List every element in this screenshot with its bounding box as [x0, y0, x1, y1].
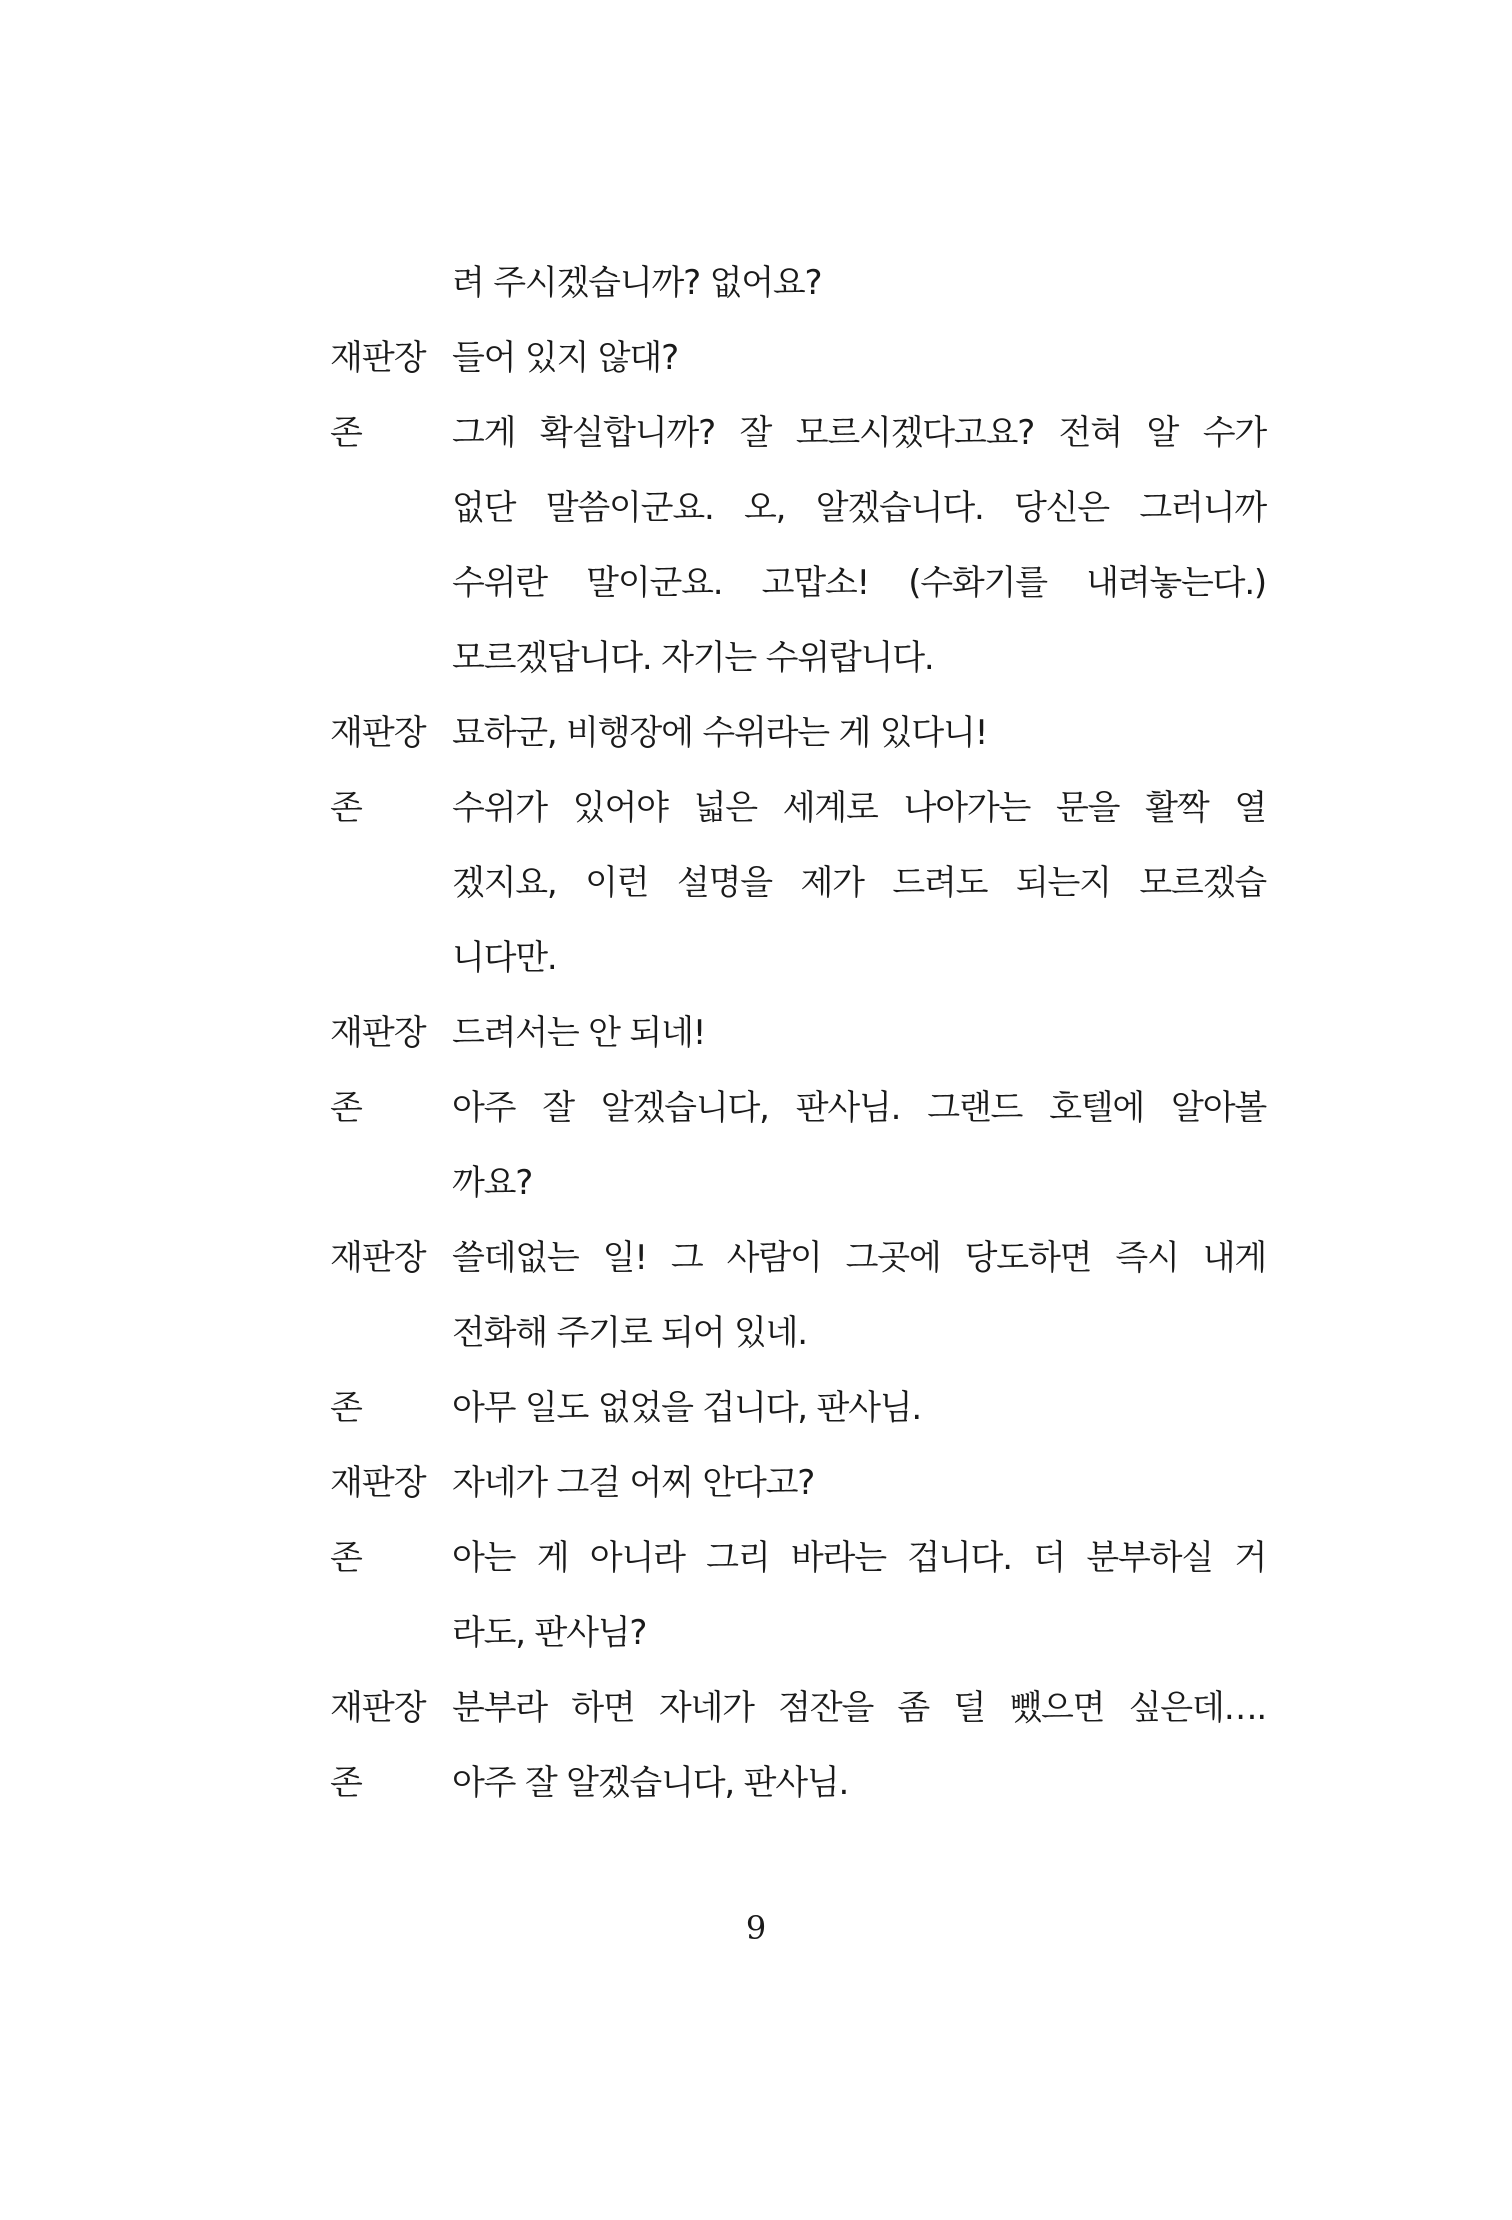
dialogue-text: 쓸데없는 일! 그 사람이 그곳에 당도하면 즉시 내게	[452, 1238, 1266, 1278]
script-line	[330, 933, 1266, 1008]
dialogue-text: 수위가 있어야 넓은 세계로 나아가는 문을 활짝 열	[452, 788, 1266, 828]
dialogue-text: 없단 말씀이군요. 오, 알겠습니다. 당신은 그러니까	[452, 488, 1266, 528]
dialogue-text: 수위란 말이군요. 고맙소! (수화기를 내려놓는다.)	[452, 563, 1266, 603]
speaker-label: 존	[330, 1388, 362, 1428]
script-line	[330, 1233, 1266, 1308]
page-number: 9	[745, 1909, 767, 1947]
script-line	[330, 558, 1266, 633]
dialogue-text: 니다만.	[452, 938, 557, 978]
speaker-label: 재판장	[330, 338, 426, 378]
script-body	[330, 258, 1266, 1833]
speaker-label: 존	[330, 788, 362, 828]
dialogue-text: 아주 잘 알겠습니다, 판사님. 그랜드 호텔에 알아볼	[452, 1088, 1266, 1128]
dialogue-text: 려 주시겠습니까? 없어요?	[452, 263, 822, 303]
dialogue-text: 라도, 판사님?	[452, 1613, 647, 1653]
script-line	[330, 633, 1266, 708]
script-line	[330, 258, 1266, 333]
script-line	[330, 1083, 1266, 1158]
speaker-label: 존	[330, 1538, 362, 1578]
script-line	[330, 1308, 1266, 1383]
script-line	[330, 1608, 1266, 1683]
dialogue-text: 아주 잘 알겠습니다, 판사님.	[452, 1763, 849, 1803]
speaker-label: 재판장	[330, 713, 426, 753]
dialogue-text: 겠지요, 이런 설명을 제가 드려도 되는지 모르겠습	[452, 863, 1266, 903]
script-line	[330, 1758, 1266, 1833]
speaker-label: 재판장	[330, 1688, 426, 1728]
dialogue-text: 묘하군, 비행장에 수위라는 게 있다니!	[452, 713, 988, 753]
speaker-label: 존	[330, 1763, 362, 1803]
script-line	[330, 1533, 1266, 1608]
dialogue-text: 들어 있지 않대?	[452, 338, 678, 378]
script-line	[330, 783, 1266, 858]
script-line	[330, 858, 1266, 933]
script-line	[330, 708, 1266, 783]
dialogue-text: 모르겠답니다. 자기는 수위랍니다.	[452, 638, 934, 678]
speaker-label: 존	[330, 413, 362, 453]
dialogue-text: 드려서는 안 되네!	[452, 1013, 706, 1053]
script-line	[330, 1158, 1266, 1233]
script-line	[330, 1008, 1266, 1083]
speaker-label: 존	[330, 1088, 362, 1128]
dialogue-text: 전화해 주기로 되어 있네.	[452, 1313, 807, 1353]
dialogue-text: 아무 일도 없었을 겁니다, 판사님.	[452, 1388, 922, 1428]
dialogue-text: 그게 확실합니까? 잘 모르시겠다고요? 전혀 알 수가	[452, 413, 1266, 453]
speaker-label: 재판장	[330, 1238, 426, 1278]
dialogue-text: 아는 게 아니라 그리 바라는 겁니다. 더 분부하실 거	[452, 1538, 1266, 1578]
dialogue-text: 까요?	[452, 1163, 533, 1203]
script-line	[330, 1683, 1266, 1758]
script-line	[330, 483, 1266, 558]
speaker-label: 재판장	[330, 1013, 426, 1053]
script-line	[330, 1458, 1266, 1533]
dialogue-text: 분부라 하면 자네가 점잔을 좀 덜 뺐으면 싶은데….	[452, 1688, 1266, 1728]
script-line	[330, 408, 1266, 483]
script-line	[330, 333, 1266, 408]
dialogue-text: 자네가 그걸 어찌 안다고?	[452, 1463, 815, 1503]
script-line	[330, 1383, 1266, 1458]
speaker-label: 재판장	[330, 1463, 426, 1503]
